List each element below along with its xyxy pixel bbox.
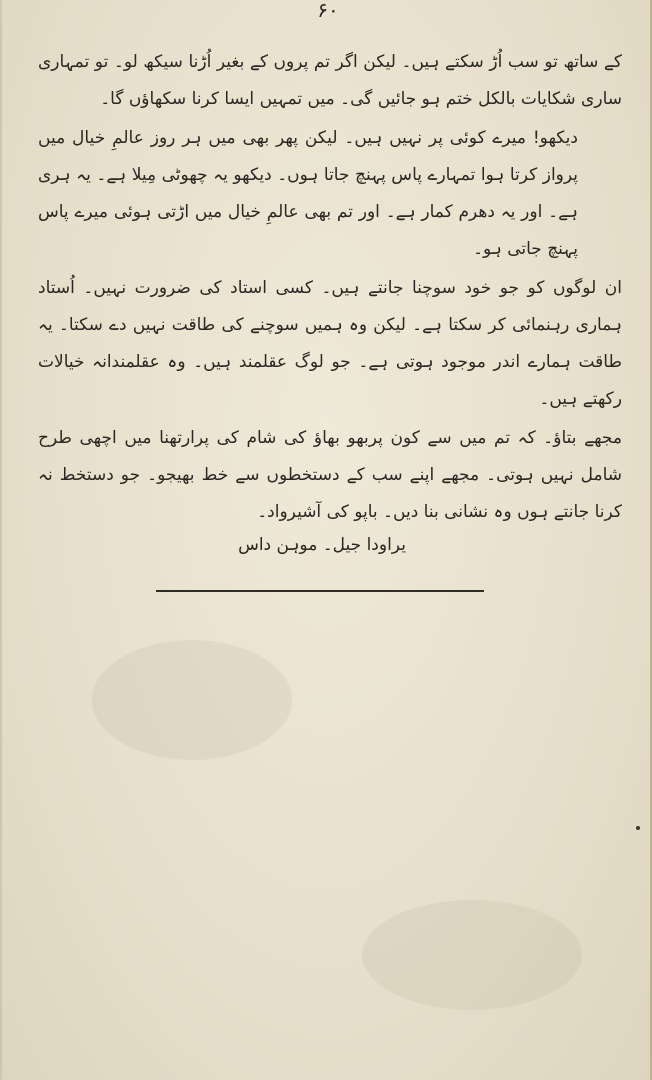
paragraph-3: ان لوگوں کو جو خود سوچنا جانتے ہیں۔ کسی استاد کی ضرورت نہیں۔ اُستاد ہماری رہنمائی کر سکتا ہے۔ لیکن وہ ہمیں سوچنے کی طاقت نہیں دے سکتا۔ یہ طاقت ہمارے اندر موجود ہوتی ہے۔ جو لوگ عقلمند ہیں۔ وہ عقلمندانہ خیالات رکھتے ہیں۔ bbox=[38, 278, 622, 409]
paper-stain bbox=[362, 900, 582, 1010]
paragraph-1: کے ساتھ تو سب اُڑ سکتے ہیں۔ لیکن اگر تم پروں کے بغیر اُڑنا سیکھ لو۔ تو تمہاری ساری شکایات بالکل ختم ہو جائیں گی۔ میں تمہیں ایسا کرنا سکھاؤں گا۔ bbox=[38, 52, 622, 109]
ink-speck bbox=[636, 826, 640, 830]
paper-stain bbox=[92, 640, 292, 760]
paragraph-2: دیکھو! میرے کوئی پر نہیں ہیں۔ لیکن پھر بھی میں ہر روز عالمِ خیال میں پرواز کرتا ہوا تمہارے پاس پہنچ جاتا ہوں۔ دیکھو یہ چھوٹی مِیلا ہے۔ یہ ہری ہے۔ اور یہ دھرم کمار ہے۔ اور تم بھی عالمِ خیال میں اڑتی ہوئی میرے پاس پہنچ جاتی ہو۔ bbox=[38, 128, 578, 259]
closing-rule bbox=[156, 590, 484, 592]
letter-body bbox=[38, 44, 622, 533]
page-number: ۶۰ bbox=[317, 0, 339, 22]
signature-line: یراودا جیل۔ موہن داس bbox=[238, 535, 406, 555]
paragraph-4: مجھے بتاؤ۔ کہ تم میں سے کون پربھو بھاؤ کی شام کی پرارتھنا میں اچھی طرح شامل نہیں ہوتی۔ مجھے اپنے سب کے دستخطوں سے خط بھیجو۔ جو دستخط نہ کرنا جانتے ہوں وہ نشانی بنا دیں۔ باپو کی آشیرواد۔ bbox=[38, 428, 622, 522]
